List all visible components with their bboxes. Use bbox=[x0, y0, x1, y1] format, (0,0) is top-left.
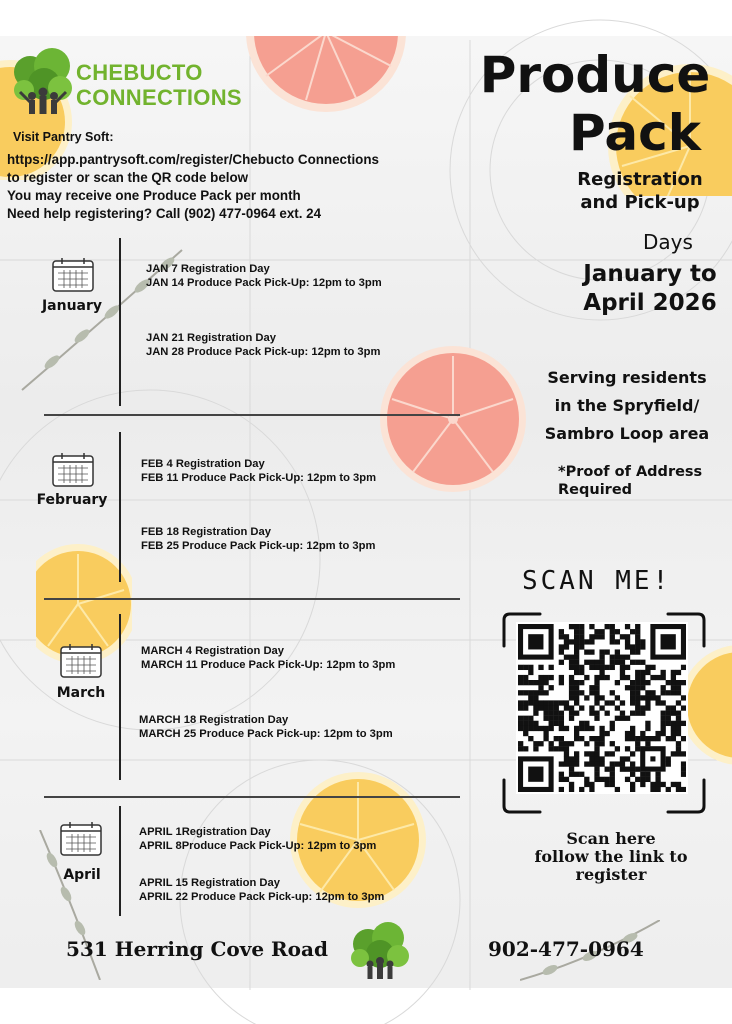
event-registration: APRIL 15 Registration Day bbox=[139, 877, 280, 889]
proof-line2: Required bbox=[558, 482, 633, 498]
event-pickup: MARCH 11 Produce Pack Pick-Up: 12pm to 3pm bbox=[141, 659, 396, 671]
event-pickup: APRIL 8Produce Pack Pick-Up: 12pm to 3pm bbox=[139, 840, 377, 852]
event-registration: APRIL 1Registration Day bbox=[139, 826, 271, 838]
footer-phone[interactable]: 902-477-0964 bbox=[488, 937, 644, 961]
proof-line1: *Proof of Address bbox=[558, 464, 703, 480]
event-registration: FEB 4 Registration Day bbox=[141, 458, 265, 470]
calendar-icon bbox=[52, 258, 94, 292]
title-days: Days bbox=[643, 230, 693, 254]
info-help: Need help registering? Call (902) 477-0964 ext. 24 bbox=[7, 206, 322, 221]
month-label-april: April bbox=[63, 867, 101, 883]
event-item bbox=[139, 825, 376, 853]
scan-caption-line2: follow the link to bbox=[534, 847, 688, 866]
event-item bbox=[141, 644, 395, 672]
divider-horizontal-2 bbox=[44, 598, 460, 600]
event-item bbox=[141, 457, 376, 485]
event-item bbox=[146, 262, 382, 290]
tree-people-logo-icon bbox=[348, 920, 414, 982]
title-range2: April 2026 bbox=[583, 290, 717, 316]
event-pickup: MARCH 25 Produce Pack Pick-up: 12pm to 3pm bbox=[139, 728, 393, 740]
grapefruit-slice-top bbox=[246, 36, 406, 126]
scan-caption bbox=[516, 830, 706, 884]
org-name-line2: CONNECTIONS bbox=[76, 85, 242, 110]
divider-vertical-january bbox=[119, 238, 121, 406]
info-url[interactable]: https://app.pantrysoft.com/register/Chebucto Connections bbox=[7, 152, 379, 167]
title-sub1: Registration bbox=[577, 169, 703, 190]
scan-me-heading: SCAN ME! bbox=[522, 566, 672, 596]
event-pickup: JAN 28 Produce Pack Pick-up: 12pm to 3pm bbox=[146, 346, 381, 358]
info-register: to register or scan the QR code below bbox=[7, 170, 249, 185]
event-registration: JAN 21 Registration Day bbox=[146, 332, 276, 344]
title-line2: Pack bbox=[569, 104, 701, 162]
month-label-february: February bbox=[36, 492, 108, 508]
event-item bbox=[139, 713, 393, 741]
serving-area bbox=[530, 364, 724, 448]
proof-note bbox=[558, 463, 702, 499]
divider-horizontal-1 bbox=[44, 414, 460, 416]
serving-line1: Serving residents bbox=[547, 368, 707, 387]
event-registration: MARCH 18 Registration Day bbox=[139, 714, 289, 726]
event-pickup: FEB 11 Produce Pack Pick-Up: 12pm to 3pm bbox=[141, 472, 377, 484]
month-label-march: March bbox=[56, 685, 106, 701]
scan-caption-line1: Scan here bbox=[566, 829, 656, 848]
event-registration: JAN 7 Registration Day bbox=[146, 263, 270, 275]
divider-vertical-april bbox=[119, 806, 121, 916]
event-item bbox=[146, 331, 380, 359]
event-registration: MARCH 4 Registration Day bbox=[141, 645, 284, 657]
info-visit: Visit Pantry Soft: bbox=[13, 130, 114, 144]
info-limit: You may receive one Produce Pack per month bbox=[7, 188, 301, 203]
calendar-icon bbox=[52, 453, 94, 487]
month-label-january: January bbox=[41, 298, 103, 314]
event-registration: FEB 18 Registration Day bbox=[141, 526, 271, 538]
org-name-line1: CHEBUCTO bbox=[76, 60, 203, 85]
scan-caption-line3: register bbox=[575, 865, 647, 884]
calendar-icon bbox=[60, 644, 102, 678]
title-sub2: and Pick-up bbox=[580, 192, 700, 213]
footer-address: 531 Herring Cove Road bbox=[66, 937, 328, 961]
serving-line2: in the Spryfield/ bbox=[554, 396, 700, 415]
event-pickup: JAN 14 Produce Pack Pick-Up: 12pm to 3pm bbox=[146, 277, 382, 289]
tree-people-logo-icon bbox=[10, 44, 76, 120]
title-line1: Produce bbox=[479, 46, 711, 104]
serving-line3: Sambro Loop area bbox=[544, 424, 710, 443]
calendar-icon bbox=[60, 822, 102, 856]
title-range1: January to bbox=[583, 261, 717, 287]
grapefruit-slice-middle bbox=[378, 344, 528, 494]
event-pickup: FEB 25 Produce Pack Pick-up: 12pm to 3pm bbox=[141, 540, 376, 552]
qr-code-icon[interactable] bbox=[518, 624, 686, 792]
org-name bbox=[76, 60, 242, 110]
event-item bbox=[141, 525, 375, 553]
event-item bbox=[139, 876, 384, 904]
divider-horizontal-3 bbox=[44, 796, 460, 798]
event-pickup: APRIL 22 Produce Pack Pick-up: 12pm to 3pm bbox=[139, 891, 385, 903]
